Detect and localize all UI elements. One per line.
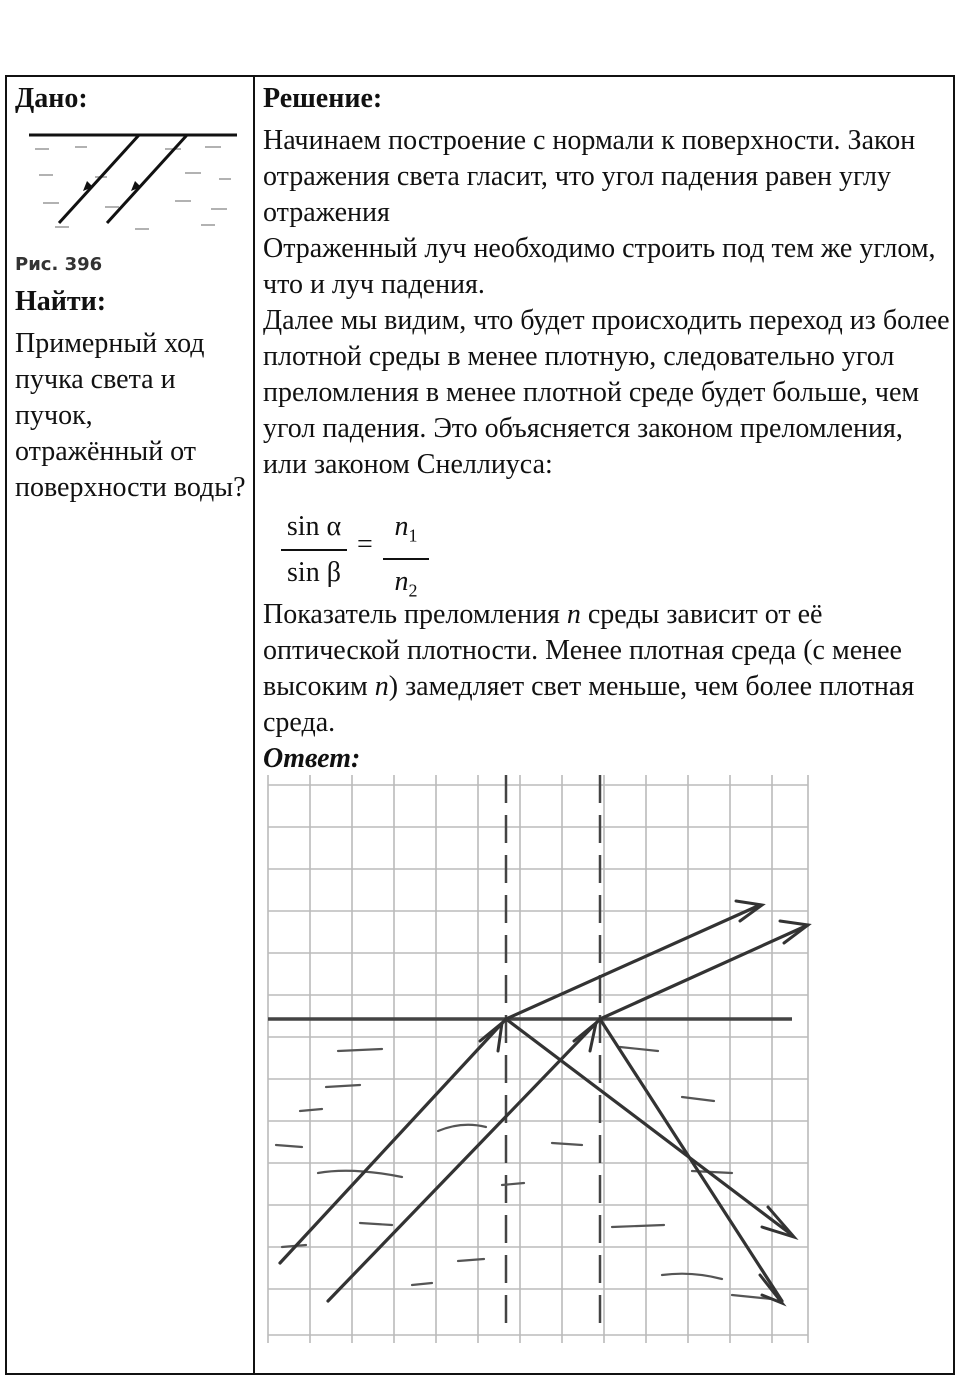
figure-caption: Рис. 396 xyxy=(15,254,103,275)
find-heading: Найти: xyxy=(15,286,107,317)
graph-paper-grid xyxy=(268,775,808,1343)
solution-paragraph-4 xyxy=(263,597,953,741)
answer-label: Ответ: xyxy=(263,743,361,774)
formula-sin-alpha: sin α xyxy=(286,511,342,542)
left-column xyxy=(15,81,247,506)
p4-variable-n: n xyxy=(566,599,581,630)
formula-n1-sub: 1 xyxy=(408,525,418,546)
formula-n1-base: n xyxy=(394,511,409,542)
p4-part-b: среды зависит от её оптической плотности. Менее плотная среда (с менее высоким xyxy=(263,599,902,702)
formula-equals: = xyxy=(357,529,373,560)
given-figure xyxy=(15,117,245,247)
answer-sheet-table xyxy=(5,75,955,1375)
right-column-lower xyxy=(263,597,953,777)
snell-formula xyxy=(279,509,479,601)
answer-drawing xyxy=(262,775,812,1345)
formula-sin-beta: sin β xyxy=(287,557,341,588)
p4-part-c: ) замедляет свет меньше, чем более плотная среда. xyxy=(263,671,915,738)
column-divider xyxy=(253,77,255,1373)
p4-part-a: Показатель преломления xyxy=(263,599,567,630)
given-heading: Дано: xyxy=(15,83,88,114)
fraction-bar xyxy=(383,558,429,560)
formula-right-fraction xyxy=(381,509,431,608)
light-rays xyxy=(280,905,808,1301)
fraction-bar xyxy=(281,549,347,551)
find-text: Примерный ход пучка света и пучок, отражённый от поверхности воды? xyxy=(15,328,246,503)
right-column xyxy=(263,81,953,483)
solution-paragraph-2: Отраженный луч необходимо строить под тем же углом, что и луч падения. xyxy=(263,233,936,300)
formula-left-fraction xyxy=(279,509,349,591)
solution-paragraph-1: Начинаем построение с нормали к поверхности. Закон отражения света гласит, что угол падения равен углу отражения xyxy=(263,125,916,228)
p4-variable-n-2: n xyxy=(374,671,389,702)
formula-n2-sub: 2 xyxy=(408,580,418,601)
formula-n2-base: n xyxy=(394,565,409,597)
solution-heading: Решение: xyxy=(263,83,383,114)
ray-arrowheads xyxy=(480,901,808,1303)
solution-paragraph-3: Далее мы видим, что будет происходить переход из более плотной среды в менее плотную, следовательно угол преломления в менее плотной среде будет больше, чем угол падения. Это объясняется законом преломления, или законом Снеллиуса: xyxy=(263,305,950,480)
